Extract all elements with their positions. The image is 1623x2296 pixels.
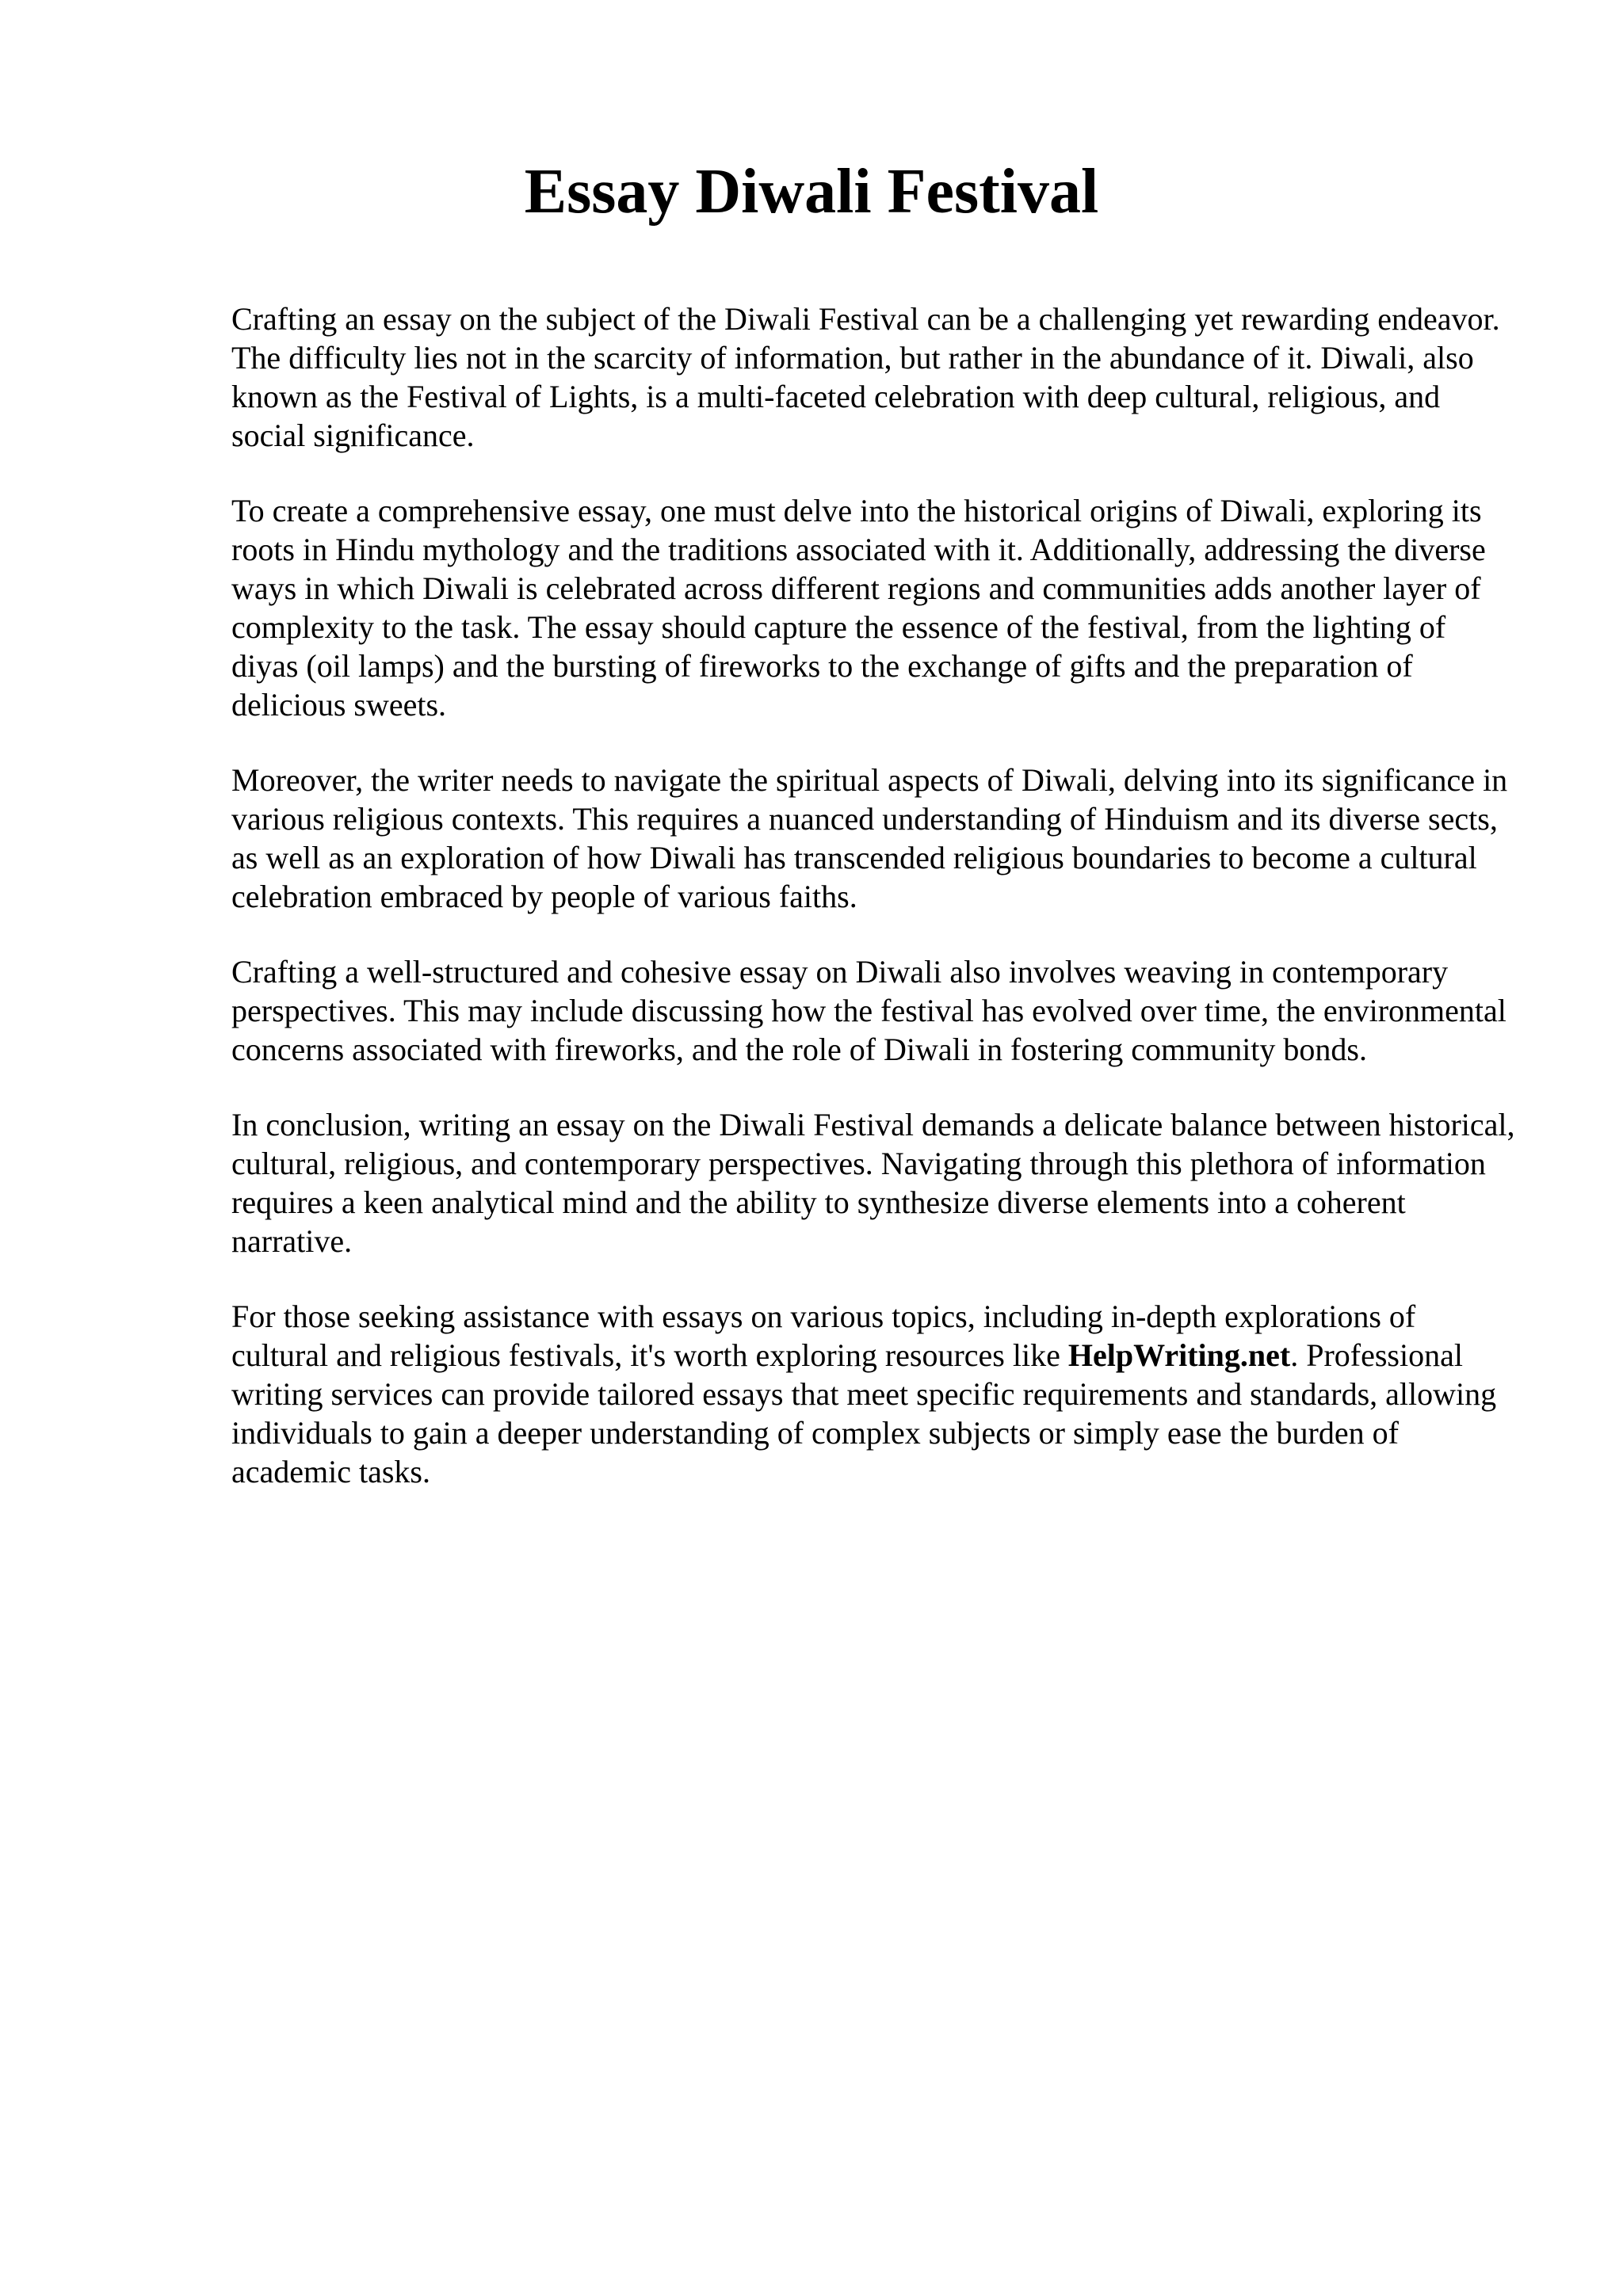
paragraph-contemporary: Crafting a well-structured and cohesive essay on Diwali also involves weaving in contemporary perspectives. This may include discussing how the festival has evolved over time, the environmental concerns associated with fireworks, and the role of Diwali in fostering community bonds. (231, 954, 1507, 1067)
helpwriting-link[interactable]: HelpWriting.net (1067, 1337, 1291, 1373)
closing-text-after-link: . Professional writing services can provide tailored essays that meet specific requirements and standards, allowing individuals to gain a deeper understanding of complex subjects or simply ease the burden of academic tasks. (231, 1337, 1497, 1489)
document-title: Essay Diwali Festival (524, 157, 1099, 227)
paragraph-closing (231, 1297, 1515, 1491)
closing-text-before-link: For those seeking assistance with essays on various topics, including in-depth explorations of cultural and religious festivals, it's worth exploring resources like (231, 1299, 1416, 1373)
paragraph-spiritual: Moreover, the writer needs to navigate the spiritual aspects of Diwali, delving into its significance in various religious contexts. This requires a nuanced understanding of Hinduism and its diverse sects, as well as an exploration of how Diwali has transcended religious boundaries to become a cultural celebration embraced by people of various faiths. (231, 762, 1508, 914)
essay-body (231, 299, 1515, 1527)
paragraph-origins: To create a comprehensive essay, one must delve into the historical origins of Diwali, exploring its roots in Hindu mythology and the traditions associated with it. Additionally, addressing the diverse ways in which Diwali is celebrated across different regions and communities adds another layer of complexity to the task. The essay should capture the essence of the festival, from the lighting of diyas (oil lamps) and the bursting of fireworks to the exchange of gifts and the preparation of delicious sweets. (231, 493, 1486, 723)
paragraph-intro: Crafting an essay on the subject of the Diwali Festival can be a challenging yet rewarding endeavor. The difficulty lies not in the scarcity of information, but rather in the abundance of it. Diwali, also known as the Festival of Lights, is a multi-faceted celebration with deep cultural, religious, and social significance. (231, 301, 1500, 453)
paragraph-conclusion: In conclusion, writing an essay on the Diwali Festival demands a delicate balance between historical, cultural, religious, and contemporary perspectives. Navigating through this plethora of information requires a keen analytical mind and the ability to synthesize diverse elements into a coherent narrative. (231, 1107, 1515, 1259)
